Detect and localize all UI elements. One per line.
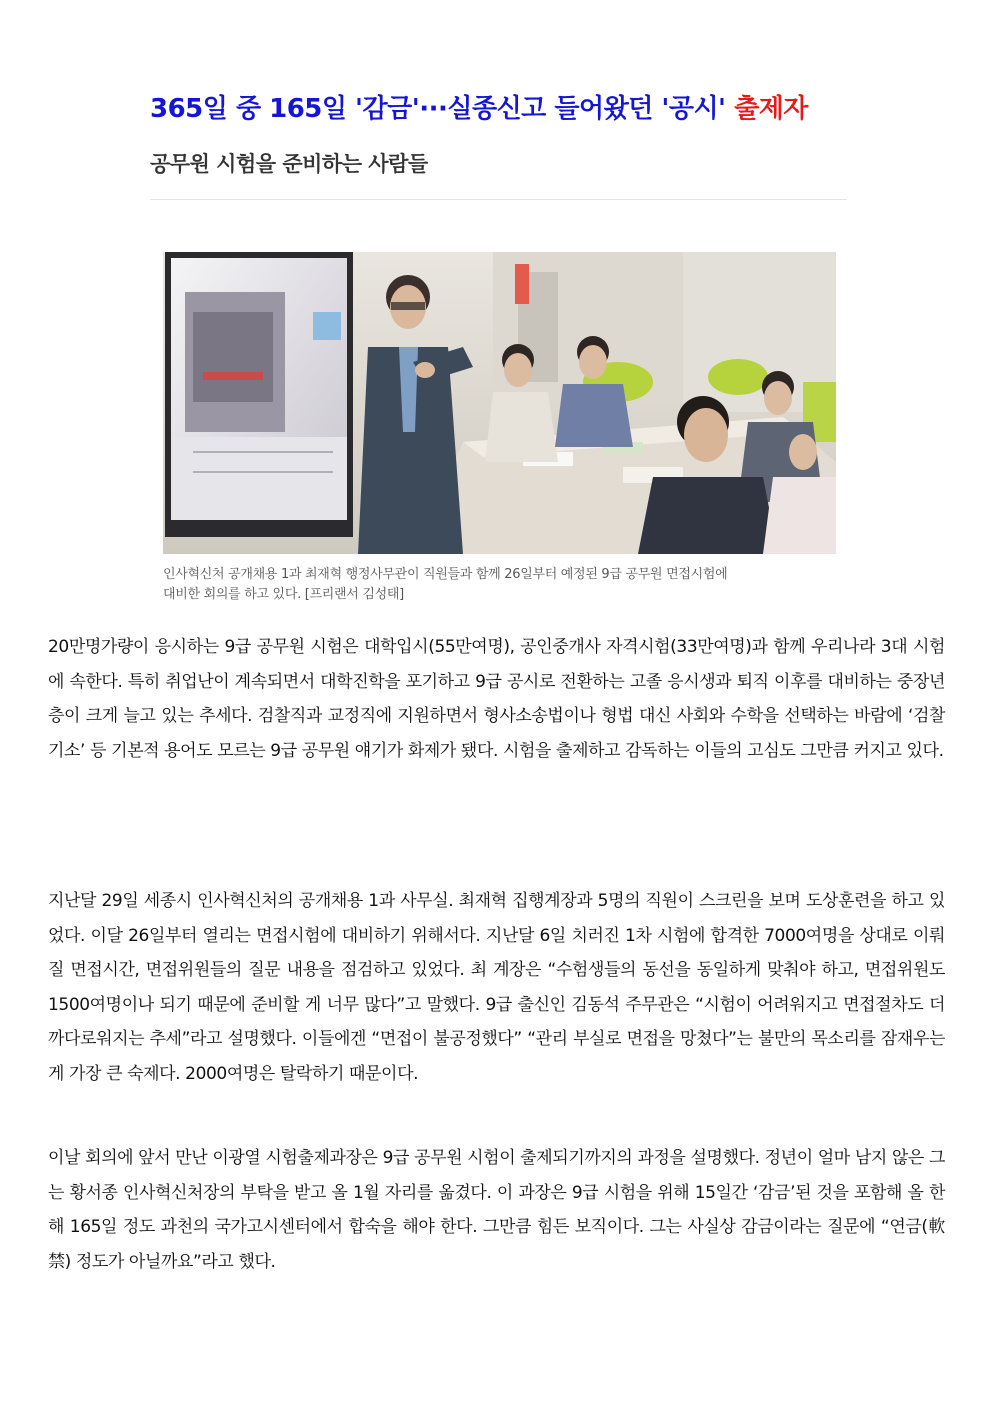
header-divider (150, 199, 847, 200)
article-paragraph: 지난달 29일 세종시 인사혁신처의 공개채용 1과 사무실. 최재혁 집행계장과 5명의 직원이 스크린을 보며 도상훈련을 하고 있었다. 이달 26일부터 열리는 면접시험에 대비하기 위해서다. 지난달 6일 치러진 1차 시험에 합격한 7000여명을 상대로 이뤄질 면접시간, 면접위원들의 질문 내용을 점검하고 있었다. 최 계장은 “수험생들의 동선을 동일하게 맞춰야 하고, 면접위원도 1500여명이나 되기 때문에 준비할 게 너무 많다”고 말했다. 9급 출신인 김동석 주무관은 “시험이 어려워지고 면접절차도 더 까다로워지는 추세”라고 설명했다. 이들에겐 “면접이 불공정했다” “관리 부실로 면접을 망쳤다”는 불만의 목소리를 잠재우는 게 가장 큰 숙제다. 2000여명은 탈락하기 때문이다. (48, 891, 945, 1084)
headline-accent: 출제자 (734, 94, 808, 124)
article-headline (150, 88, 870, 125)
headline-main: 365일 중 165일 '감금'···실종신고 들어왔던 '공시' (150, 94, 726, 124)
caption-line: 인사혁신처 공개채용 1과 최재혁 행정사무관이 직원들과 함께 26일부터 예정된 9급 공무원 면접시험에 (163, 567, 728, 582)
article-photo (163, 252, 836, 554)
article-subheadline: 공무원 시험을 준비하는 사람들 (150, 152, 428, 176)
caption-line: 대비한 회의를 하고 있다. [프리랜서 김성태] (163, 587, 404, 602)
article-paragraph: 이날 회의에 앞서 만난 이광열 시험출제과장은 9급 공무원 시험이 출제되기까지의 과정을 설명했다. 정년이 얼마 남지 않은 그는 황서종 인사혁신처장의 부탁을 받고 올 1월 자리를 옮겼다. 이 과장은 9급 시험을 위해 15일간 ‘감금’된 것을 포함해 올 한해 165일 정도 과천의 국가고시센터에서 합숙을 해야 한다. 그만큼 힘든 보직이다. 그는 사실상 감금이라는 질문에 “연금(軟禁) 정도가 아닐까요”라고 했다. (48, 1148, 945, 1272)
article-paragraph: 20만명가량이 응시하는 9급 공무원 시험은 대학입시(55만여명), 공인중개사 자격시험(33만여명)과 함께 우리나라 3대 시험에 속한다. 특히 취업난이 계속되면서 대학진학을 포기하고 9급 공시로 전환하는 고졸 응시생과 퇴직 이후를 대비하는 중장년층이 크게 늘고 있는 추세다. 검찰직과 교정직에 지원하면서 형사소송법이나 형법 대신 사회와 수학을 선택하는 바람에 ‘검찰 기소’ 등 기본적 용어도 모르는 9급 공무원 얘기가 화제가 됐다. 시험을 출제하고 감독하는 이들의 고심도 그만큼 커지고 있다. (48, 637, 945, 761)
photo-caption (163, 565, 843, 605)
meeting-photo-icon (163, 252, 836, 554)
